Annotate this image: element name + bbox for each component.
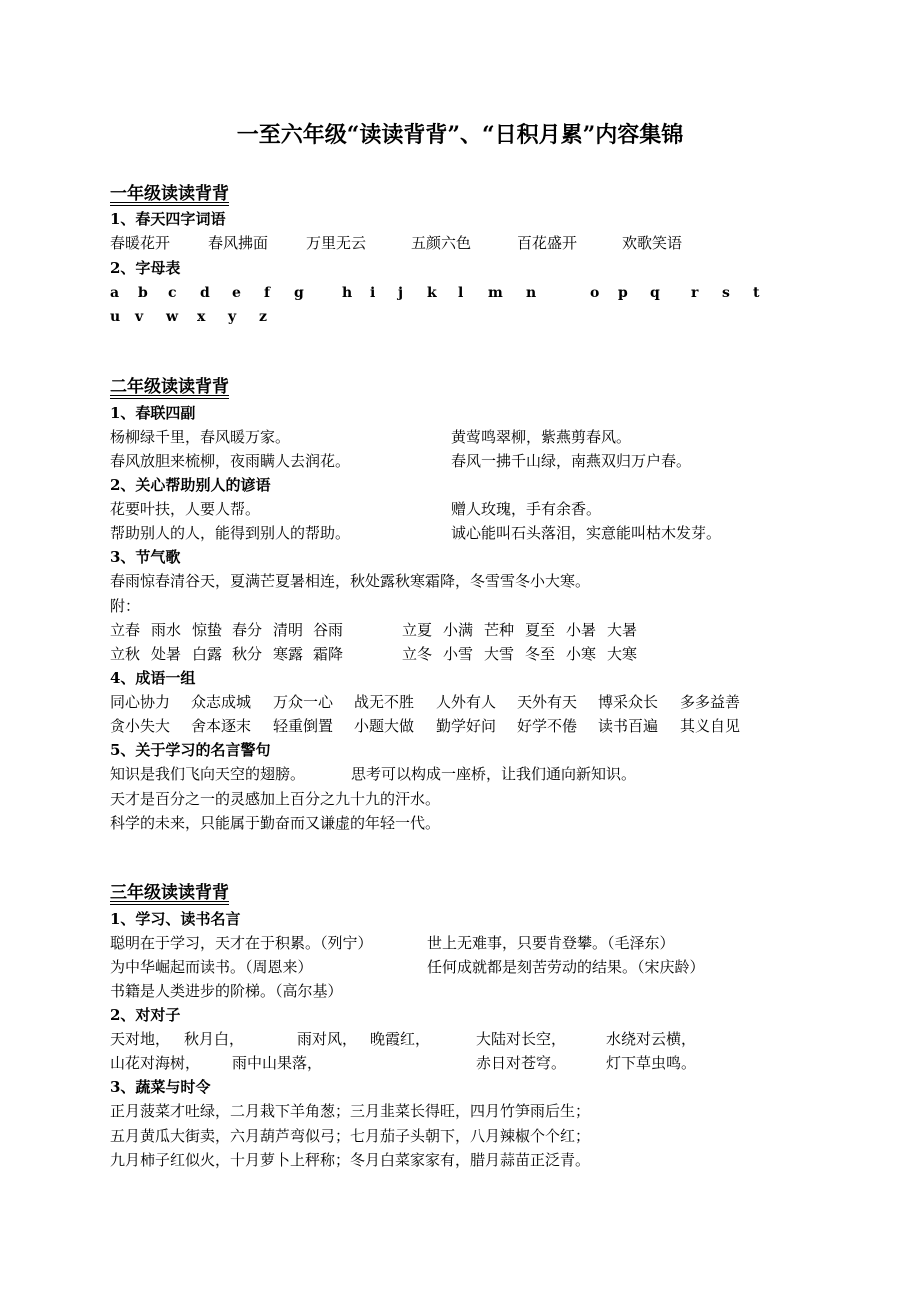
letter: k bbox=[427, 285, 437, 301]
letter: t bbox=[753, 285, 760, 301]
term: 立春 bbox=[110, 621, 141, 639]
proverb-line: 诚心能叫石头落泪，实意能叫枯木发芽。 bbox=[451, 524, 722, 542]
couplet-line: 春风放胆来梳柳，夜雨瞒人去润花。 bbox=[110, 452, 351, 470]
letter: y bbox=[228, 309, 237, 325]
letter: s bbox=[722, 285, 730, 301]
term: 春分 bbox=[232, 621, 263, 639]
letter: r bbox=[691, 285, 699, 301]
term: 清明 bbox=[273, 621, 304, 639]
pair: 赤日对苍穹。 bbox=[476, 1054, 567, 1072]
quote-line: 天才是百分之一的灵感加上百分之九十九的汗水。 bbox=[110, 790, 441, 808]
term: 谷雨 bbox=[313, 621, 344, 639]
term: 雨水 bbox=[151, 621, 182, 639]
couplet-line: 黄莺鸣翠柳，紫燕剪春风。 bbox=[451, 428, 632, 446]
term: 大雪 bbox=[484, 645, 515, 663]
solar-terms-song: 春雨惊春清谷天，夏满芒夏暑相连，秋处露秋寒霜降，冬雪雪冬小大寒。 bbox=[110, 572, 591, 590]
letter: f bbox=[264, 285, 271, 301]
idiom: 众志成城 bbox=[191, 693, 252, 711]
g2-section5-title: 5、关于学习的名言警句 bbox=[110, 741, 271, 759]
couplet-line: 杨柳绿千里，春风暖万家。 bbox=[110, 428, 291, 446]
idiom: 勤学好问 bbox=[436, 717, 497, 735]
letter: l bbox=[458, 285, 464, 301]
quote-line: 任何成就都是刻苦劳动的结果。（宋庆龄） bbox=[427, 958, 705, 976]
term: 小雪 bbox=[443, 645, 474, 663]
g1-section2-title: 2、字母表 bbox=[110, 259, 181, 277]
couplet-line: 春风一拂千山绿，南燕双归万户春。 bbox=[451, 452, 692, 470]
letter: u bbox=[110, 309, 121, 325]
proverb-line: 帮助别人的人，能得到别人的帮助。 bbox=[110, 524, 351, 542]
term: 大暑 bbox=[607, 621, 638, 639]
idiom: 同心协力 bbox=[110, 693, 171, 711]
word: 万里无云 bbox=[306, 234, 367, 252]
g3-section3-title: 3、蔬菜与时令 bbox=[110, 1078, 211, 1096]
g3-section2-title: 2、对对子 bbox=[110, 1006, 181, 1024]
idiom: 其义自见 bbox=[680, 717, 741, 735]
quote-line: 科学的未来，只能属于勤奋而又谦虚的年轻一代。 bbox=[110, 814, 441, 832]
idiom: 小题大做 bbox=[354, 717, 415, 735]
letter: c bbox=[168, 285, 177, 301]
idiom: 读书百遍 bbox=[598, 717, 659, 735]
word: 春风拂面 bbox=[208, 234, 269, 252]
letter: e bbox=[232, 285, 241, 301]
letter: q bbox=[650, 285, 660, 301]
word: 五颜六色 bbox=[411, 234, 472, 252]
term: 立冬 bbox=[402, 645, 433, 663]
term: 立夏 bbox=[402, 621, 433, 639]
grade3-heading: 三年级读读背背 bbox=[110, 883, 229, 903]
letter: n bbox=[526, 285, 537, 301]
letter: d bbox=[200, 285, 210, 301]
quote-line: 为中华崛起而读书。（周恩来） bbox=[110, 958, 313, 976]
letter: j bbox=[398, 285, 404, 301]
quote-line: 知识是我们飞向天空的翅膀。 bbox=[110, 765, 306, 783]
proverb-line: 赠人玫瑰，手有余香。 bbox=[451, 500, 602, 518]
g2-section2-title: 2、关心帮助别人的谚语 bbox=[110, 476, 271, 494]
term: 白露 bbox=[192, 645, 223, 663]
idiom: 轻重倒置 bbox=[273, 717, 334, 735]
term: 霜降 bbox=[313, 645, 344, 663]
letter: x bbox=[197, 309, 206, 325]
letter: z bbox=[259, 309, 267, 325]
pair: 灯下草虫鸣。 bbox=[606, 1054, 697, 1072]
letter: i bbox=[370, 285, 376, 301]
idiom: 战无不胜 bbox=[354, 693, 415, 711]
term: 小寒 bbox=[566, 645, 597, 663]
pair: 秋月白， bbox=[184, 1030, 245, 1048]
pair: 水绕对云横， bbox=[606, 1030, 697, 1048]
term: 芒种 bbox=[484, 621, 515, 639]
proverb-line: 花要叶扶，人要人帮。 bbox=[110, 500, 261, 518]
idiom: 舍本逐末 bbox=[191, 717, 252, 735]
idiom: 好学不倦 bbox=[517, 717, 578, 735]
term: 惊蛰 bbox=[192, 621, 223, 639]
term: 处暑 bbox=[151, 645, 182, 663]
idiom: 人外有人 bbox=[436, 693, 497, 711]
word: 春暖花开 bbox=[110, 234, 171, 252]
pair: 雨中山果落， bbox=[232, 1054, 323, 1072]
grade1-heading: 一年级读读背背 bbox=[110, 184, 229, 204]
g1-section1-title: 1、春天四字词语 bbox=[110, 210, 226, 228]
term: 小满 bbox=[443, 621, 474, 639]
grade2-heading: 二年级读读背背 bbox=[110, 377, 229, 397]
letter: p bbox=[618, 285, 628, 301]
rhyme-line: 五月黄瓜大街卖，六月葫芦弯似弓；七月茄子头朝下，八月辣椒个个红； bbox=[110, 1127, 591, 1145]
word: 百花盛开 bbox=[517, 234, 578, 252]
letter: g bbox=[294, 285, 304, 301]
quote-line: 聪明在于学习，天才在于积累。（列宁） bbox=[110, 934, 373, 952]
g3-section1-title: 1、学习、读书名言 bbox=[110, 910, 241, 928]
term: 寒露 bbox=[273, 645, 304, 663]
appendix-label: 附： bbox=[110, 597, 141, 615]
pair: 山花对海树， bbox=[110, 1054, 201, 1072]
quote-line: 思考可以构成一座桥，让我们通向新知识。 bbox=[351, 765, 637, 783]
term: 冬至 bbox=[525, 645, 556, 663]
term: 立秋 bbox=[110, 645, 141, 663]
letter: a bbox=[110, 285, 120, 301]
letter: m bbox=[488, 285, 503, 301]
rhyme-line: 正月菠菜才吐绿，二月栽下羊角葱；三月韭菜长得旺，四月竹笋雨后生； bbox=[110, 1102, 591, 1120]
pair: 天对地， bbox=[110, 1030, 171, 1048]
idiom: 多多益善 bbox=[680, 693, 741, 711]
g2-section1-title: 1、春联四副 bbox=[110, 404, 196, 422]
letter: w bbox=[166, 309, 179, 325]
g2-section4-title: 4、成语一组 bbox=[110, 669, 196, 687]
quote-line: 世上无难事，只要肯登攀。（毛泽东） bbox=[427, 934, 675, 952]
term: 小暑 bbox=[566, 621, 597, 639]
idiom: 贪小失大 bbox=[110, 717, 171, 735]
pair: 大陆对长空， bbox=[476, 1030, 567, 1048]
term: 秋分 bbox=[232, 645, 263, 663]
term: 大寒 bbox=[607, 645, 638, 663]
idiom: 博采众长 bbox=[598, 693, 659, 711]
idiom: 万众一心 bbox=[273, 693, 334, 711]
g2-section3-title: 3、节气歌 bbox=[110, 548, 181, 566]
quote-line: 书籍是人类进步的阶梯。（高尔基） bbox=[110, 982, 343, 1000]
term: 夏至 bbox=[525, 621, 556, 639]
letter: h bbox=[342, 285, 353, 301]
idiom: 天外有天 bbox=[517, 693, 578, 711]
letter: o bbox=[590, 285, 600, 301]
word: 欢歌笑语 bbox=[622, 234, 683, 252]
letter: v bbox=[135, 309, 144, 325]
pair: 晚霞红， bbox=[370, 1030, 431, 1048]
pair: 雨对风， bbox=[297, 1030, 358, 1048]
letter: b bbox=[138, 285, 148, 301]
page-title: 一至六年级“读读背背”、“日积月累”内容集锦 bbox=[236, 122, 684, 148]
rhyme-line: 九月柿子红似火，十月萝卜上秤称；冬月白菜家家有，腊月蒜苗正泛青。 bbox=[110, 1151, 591, 1169]
